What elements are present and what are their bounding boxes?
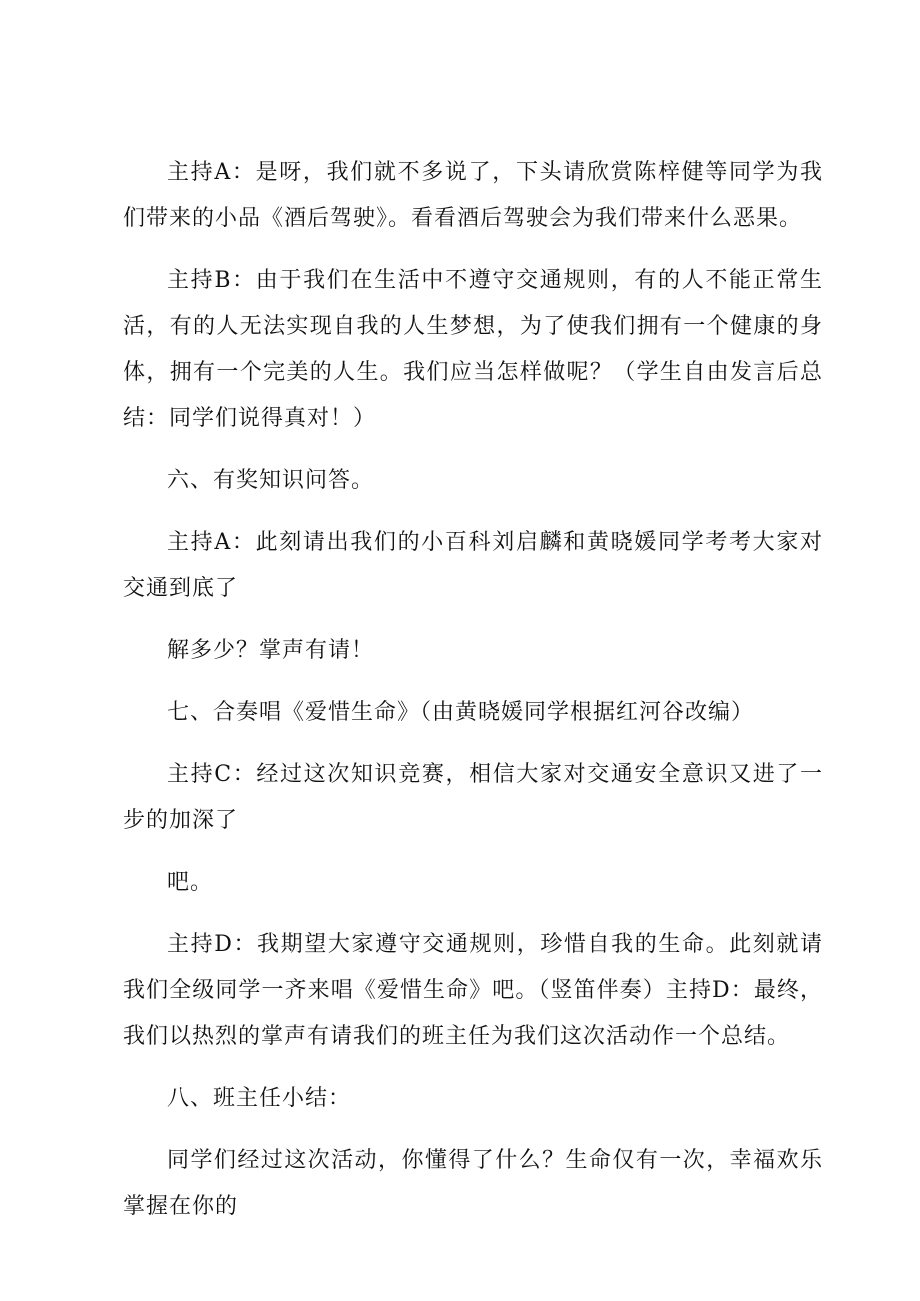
paragraph-host-b-rules: 主持B：由于我们在生活中不遵守交通规则，有的人不能正常生活，有的人无法实现自我的人生梦想，为了使我们拥有一个健康的身体，拥有一个完美的人生。我们应当怎样做呢？（学生自由发言后总结：同学们说得真对！） [123,268,823,431]
section-heading-summary: 八、班主任小结： [167,1086,352,1111]
document-body [123,150,823,1230]
paragraph-host-d-closing: 主持D：我期望大家遵守交通规则，珍惜自我的生命。此刻就请我们全级同学一齐来唱《爱惜生命》吧。（竖笛伴奏）主持D：最终，我们以热烈的掌声有请我们的班主任为我们这次活动作一个总结。 [123,932,823,1049]
paragraph-host-a-skit: 主持A：是呀，我们就不多说了，下头请欣赏陈梓健等同学为我们带来的小品《酒后驾驶》。看看酒后驾驶会为我们带来什么恶果。 [123,160,823,231]
paragraph-quiz-continued: 解多少？掌声有请！ [167,638,375,663]
section-heading-quiz: 六、有奖知识问答。 [167,468,375,493]
paragraph-host-c-continued: 吧。 [167,870,214,895]
paragraph-host-c-contest: 主持C：经过这次知识竞赛，相信大家对交通安全意识又进了一步的加深了 [123,762,823,833]
section-heading-song: 七、合奏唱《爱惜生命》（由黄晓媛同学根据红河谷改编） [167,700,755,725]
paragraph-teacher-summary: 同学们经过这次活动，你懂得了什么？生命仅有一次，幸福欢乐掌握在你的 [123,1148,823,1219]
paragraph-host-a-quiz: 主持A：此刻请出我们的小百科刘启麟和黄晓媛同学考考大家对交通到底了 [123,530,823,601]
